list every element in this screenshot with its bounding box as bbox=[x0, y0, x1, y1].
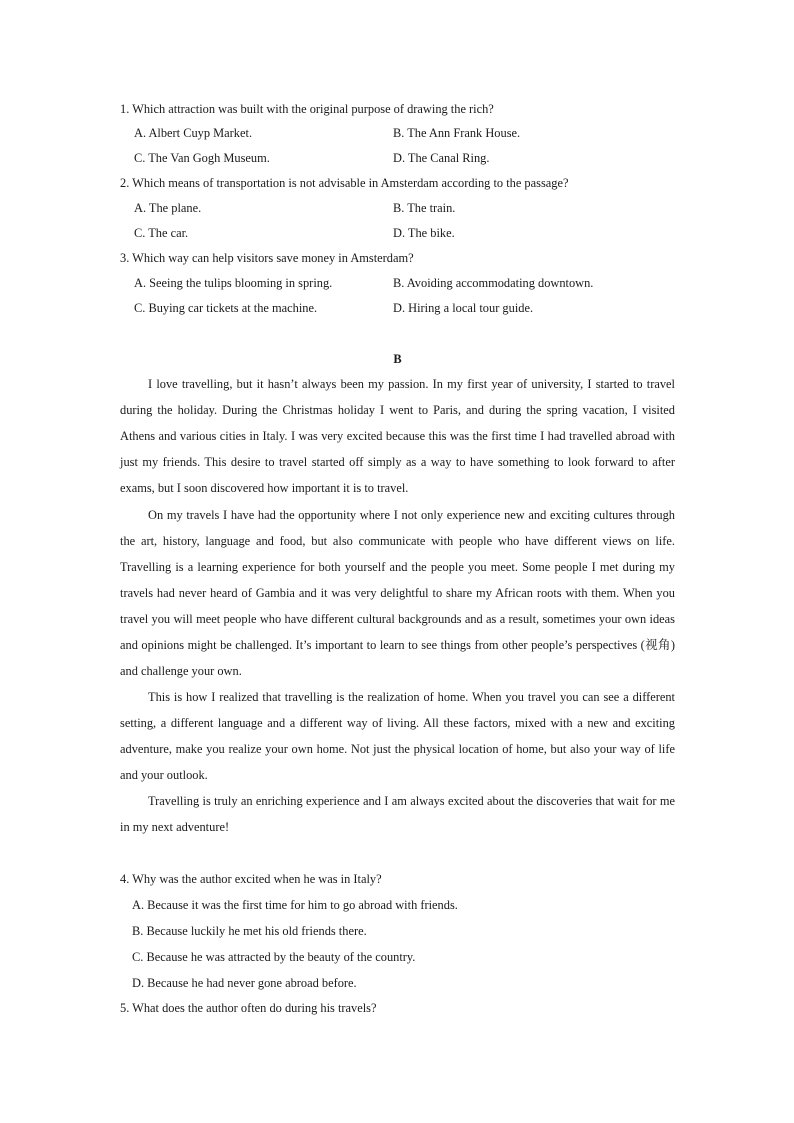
passage-paragraph-1 bbox=[120, 371, 675, 501]
q1-option-d: D. The Canal Ring. bbox=[393, 151, 490, 165]
q3-option-b: B. Avoiding accommodating downtown. bbox=[393, 276, 594, 290]
q4-option-d: D. Because he had never gone abroad before. bbox=[132, 976, 357, 990]
paragraph-text: On my travels I have had the opportunity where I not only experience new and exciting cultures through the art, history, language and food, but also communicate with people who have different views on life. Travelling is a learning experience for both yourself and the people you meet. Some people I met during my travels had never heard of Gambia and it was very delightful to share my African roots with them. When you travel you will meet people who have different cultural backgrounds and as a result, sometimes your own ideas and opinions might be challenged. It’s important to learn to see things from other people’s perspectives (视角) and challenge your own. bbox=[120, 508, 675, 678]
question-4: 4. Why was the author excited when he was in Italy? bbox=[120, 872, 382, 886]
paragraph-text: Travelling is truly an enriching experience and I am always excited about the discoveries that wait for me in my next adventure! bbox=[120, 794, 675, 834]
paragraph-text: This is how I realized that travelling is the realization of home. When you travel you can see a different setting, a different language and a different way of living. All these factors, mixed with a new and exciting adventure, make you realize your own home. Not just the physical location of home, but also your way of life and your outlook. bbox=[120, 690, 675, 782]
q1-option-a: A. Albert Cuyp Market. bbox=[134, 126, 253, 140]
passage-paragraph-4 bbox=[120, 788, 675, 840]
q1-option-b: B. The Ann Frank House. bbox=[393, 126, 521, 140]
question-2: 2. Which means of transportation is not advisable in Amsterdam according to the passage? bbox=[120, 176, 569, 190]
question-5: 5. What does the author often do during his travels? bbox=[120, 1001, 377, 1015]
q4-option-b: B. Because luckily he met his old friends there. bbox=[132, 924, 367, 938]
q4-option-c: C. Because he was attracted by the beauty of the country. bbox=[132, 950, 416, 964]
passage-paragraph-2 bbox=[120, 502, 675, 684]
passage-paragraph-3 bbox=[120, 684, 675, 788]
q3-option-c: C. Buying car tickets at the machine. bbox=[134, 301, 318, 315]
section-b-heading: B bbox=[393, 352, 402, 366]
q3-option-a: A. Seeing the tulips blooming in spring. bbox=[134, 276, 333, 290]
question-1: 1. Which attraction was built with the original purpose of drawing the rich? bbox=[120, 102, 494, 116]
q2-option-c: C. The car. bbox=[134, 226, 189, 240]
q3-option-d: D. Hiring a local tour guide. bbox=[393, 301, 534, 315]
question-3: 3. Which way can help visitors save money in Amsterdam? bbox=[120, 251, 414, 265]
paragraph-text: I love travelling, but it hasn’t always been my passion. In my first year of university, I started to travel during the holiday. During the Christmas holiday I went to Paris, and during the spring vacation, I visited Athens and various cities in Italy. I was very excited because this was the first time I had travelled abroad with just my friends. This desire to travel started off simply as a way to have something to look forward to after exams, but I soon discovered how important it is to travel. bbox=[120, 377, 675, 495]
q2-option-b: B. The train. bbox=[393, 201, 456, 215]
q2-option-d: D. The bike. bbox=[393, 226, 455, 240]
q4-option-a: A. Because it was the first time for him to go abroad with friends. bbox=[132, 898, 458, 912]
q1-option-c: C. The Van Gogh Museum. bbox=[134, 151, 270, 165]
q2-option-a: A. The plane. bbox=[134, 201, 202, 215]
